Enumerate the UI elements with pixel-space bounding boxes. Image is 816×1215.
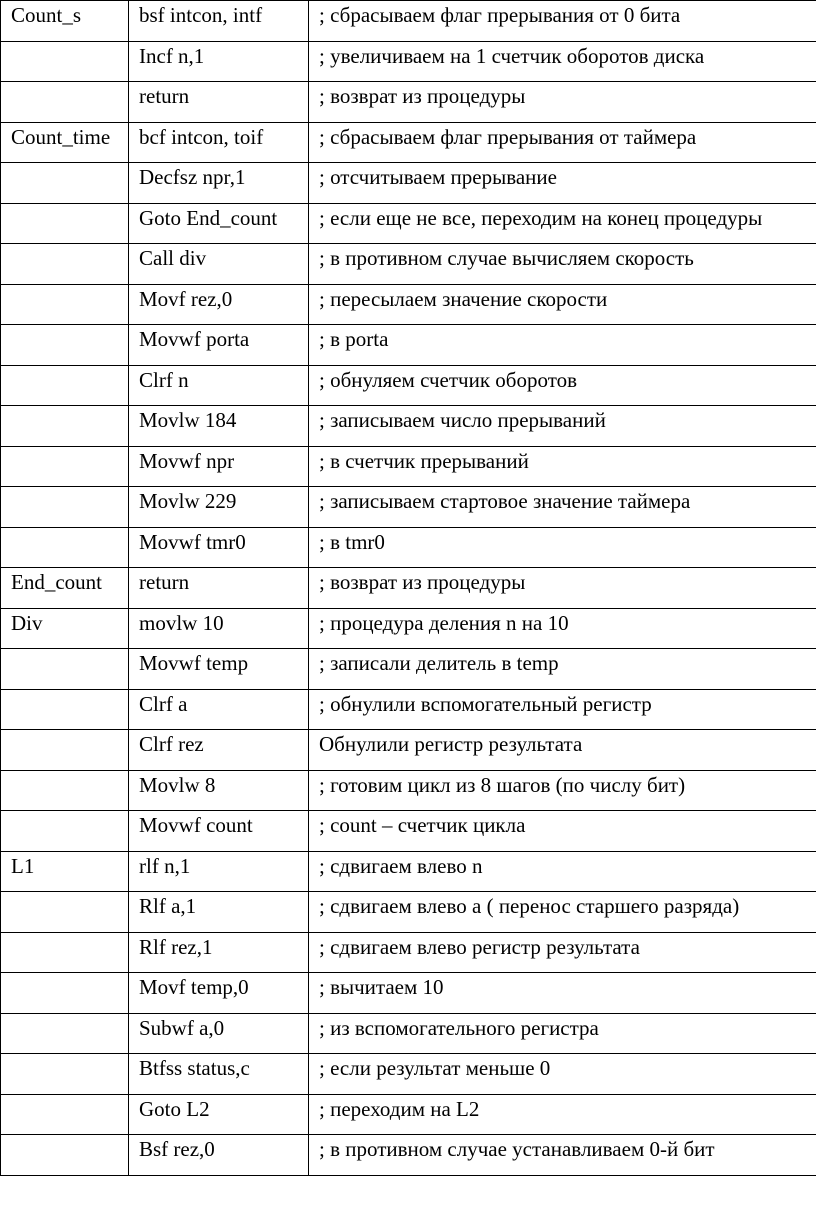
instruction-cell: Rlf a,1 [129, 892, 309, 933]
label-cell: End_count [1, 568, 129, 609]
instruction-cell: Movwf count [129, 811, 309, 852]
instruction-cell: return [129, 82, 309, 123]
table-row [1, 122, 816, 163]
comment-cell: ; в tmr0 [309, 527, 816, 568]
comment-cell: ; увеличиваем на 1 счетчик оборотов диска [309, 41, 816, 82]
table-row [1, 163, 816, 204]
label-cell [1, 730, 129, 771]
comment-cell: ; сдвигаем влево регистр результата [309, 932, 816, 973]
label-cell: Div [1, 608, 129, 649]
table-row [1, 851, 816, 892]
label-cell [1, 1013, 129, 1054]
comment-cell: ; сбрасываем флаг прерывания от таймера [309, 122, 816, 163]
label-cell [1, 406, 129, 447]
table-row [1, 770, 816, 811]
label-cell [1, 649, 129, 690]
table-row [1, 932, 816, 973]
comment-cell: ; из вспомогательного регистра [309, 1013, 816, 1054]
table-row [1, 1135, 816, 1176]
table-row [1, 446, 816, 487]
table-row [1, 527, 816, 568]
instruction-cell: movlw 10 [129, 608, 309, 649]
label-cell [1, 770, 129, 811]
comment-cell: ; в противном случае вычисляем скорость [309, 244, 816, 285]
instruction-cell: bcf intcon, toif [129, 122, 309, 163]
label-cell [1, 689, 129, 730]
comment-cell: ; записываем число прерываний [309, 406, 816, 447]
label-cell: Count_time [1, 122, 129, 163]
label-cell [1, 892, 129, 933]
comment-cell: ; в противном случае устанавливаем 0-й бит [309, 1135, 816, 1176]
label-cell [1, 1054, 129, 1095]
instruction-cell: Clrf rez [129, 730, 309, 771]
table-row [1, 365, 816, 406]
table-row [1, 406, 816, 447]
table-row [1, 41, 816, 82]
label-cell [1, 811, 129, 852]
instruction-cell: Rlf rez,1 [129, 932, 309, 973]
comment-cell: ; записали делитель в temp [309, 649, 816, 690]
instruction-cell: Movlw 229 [129, 487, 309, 528]
comment-cell: ; процедура деления n на 10 [309, 608, 816, 649]
table-row [1, 973, 816, 1014]
comment-cell: ; записываем стартовое значение таймера [309, 487, 816, 528]
instruction-cell: Subwf a,0 [129, 1013, 309, 1054]
label-cell [1, 284, 129, 325]
table-row [1, 811, 816, 852]
instruction-cell: Bsf rez,0 [129, 1135, 309, 1176]
table-row [1, 689, 816, 730]
table-row [1, 203, 816, 244]
label-cell [1, 203, 129, 244]
label-cell [1, 446, 129, 487]
comment-cell: ; возврат из процедуры [309, 568, 816, 609]
label-cell [1, 973, 129, 1014]
label-cell [1, 1094, 129, 1135]
label-cell [1, 487, 129, 528]
instruction-cell: Movwf porta [129, 325, 309, 366]
comment-cell: ; сбрасываем флаг прерывания от 0 бита [309, 1, 816, 42]
table-row [1, 1054, 816, 1095]
comment-cell: ; count – счетчик цикла [309, 811, 816, 852]
table-row [1, 1, 816, 42]
comment-cell: ; возврат из процедуры [309, 82, 816, 123]
comment-cell: ; обнуляем счетчик оборотов [309, 365, 816, 406]
instruction-cell: Incf n,1 [129, 41, 309, 82]
comment-cell: ; сдвигаем влево a ( перенос старшего разряда) [309, 892, 816, 933]
label-cell [1, 163, 129, 204]
table-row [1, 284, 816, 325]
table-row [1, 1013, 816, 1054]
comment-cell: ; обнулили вспомогательный регистр [309, 689, 816, 730]
instruction-cell: Btfss status,c [129, 1054, 309, 1095]
table-row [1, 244, 816, 285]
comment-cell: ; переходим на L2 [309, 1094, 816, 1135]
comment-cell: ; готовим цикл из 8 шагов (по числу бит) [309, 770, 816, 811]
label-cell [1, 1135, 129, 1176]
code-table-body [1, 1, 816, 1176]
instruction-cell: Movlw 8 [129, 770, 309, 811]
table-row [1, 649, 816, 690]
label-cell [1, 527, 129, 568]
table-row [1, 82, 816, 123]
comment-cell: ; вычитаем 10 [309, 973, 816, 1014]
table-row [1, 487, 816, 528]
instruction-cell: Goto L2 [129, 1094, 309, 1135]
comment-cell: ; если результат меньше 0 [309, 1054, 816, 1095]
instruction-cell: Movwf temp [129, 649, 309, 690]
instruction-cell: Movf temp,0 [129, 973, 309, 1014]
comment-cell: ; пересылаем значение скорости [309, 284, 816, 325]
table-row [1, 892, 816, 933]
label-cell [1, 365, 129, 406]
label-cell [1, 244, 129, 285]
label-cell: L1 [1, 851, 129, 892]
table-row [1, 1094, 816, 1135]
table-row [1, 568, 816, 609]
label-cell [1, 41, 129, 82]
label-cell [1, 82, 129, 123]
instruction-cell: Clrf a [129, 689, 309, 730]
table-row [1, 608, 816, 649]
comment-cell: ; сдвигаем влево n [309, 851, 816, 892]
instruction-cell: rlf n,1 [129, 851, 309, 892]
table-row [1, 730, 816, 771]
instruction-cell: return [129, 568, 309, 609]
table-row [1, 325, 816, 366]
comment-cell: ; отсчитываем прерывание [309, 163, 816, 204]
label-cell [1, 932, 129, 973]
instruction-cell: Movf rez,0 [129, 284, 309, 325]
instruction-cell: bsf intcon, intf [129, 1, 309, 42]
comment-cell: Обнулили регистр результата [309, 730, 816, 771]
comment-cell: ; в porta [309, 325, 816, 366]
instruction-cell: Movwf npr [129, 446, 309, 487]
instruction-cell: Goto End_count [129, 203, 309, 244]
label-cell: Count_s [1, 1, 129, 42]
instruction-cell: Clrf n [129, 365, 309, 406]
instruction-cell: Decfsz npr,1 [129, 163, 309, 204]
label-cell [1, 325, 129, 366]
instruction-cell: Movwf tmr0 [129, 527, 309, 568]
instruction-cell: Movlw 184 [129, 406, 309, 447]
comment-cell: ; в счетчик прерываний [309, 446, 816, 487]
instruction-cell: Call div [129, 244, 309, 285]
comment-cell: ; если еще не все, переходим на конец процедуры [309, 203, 816, 244]
